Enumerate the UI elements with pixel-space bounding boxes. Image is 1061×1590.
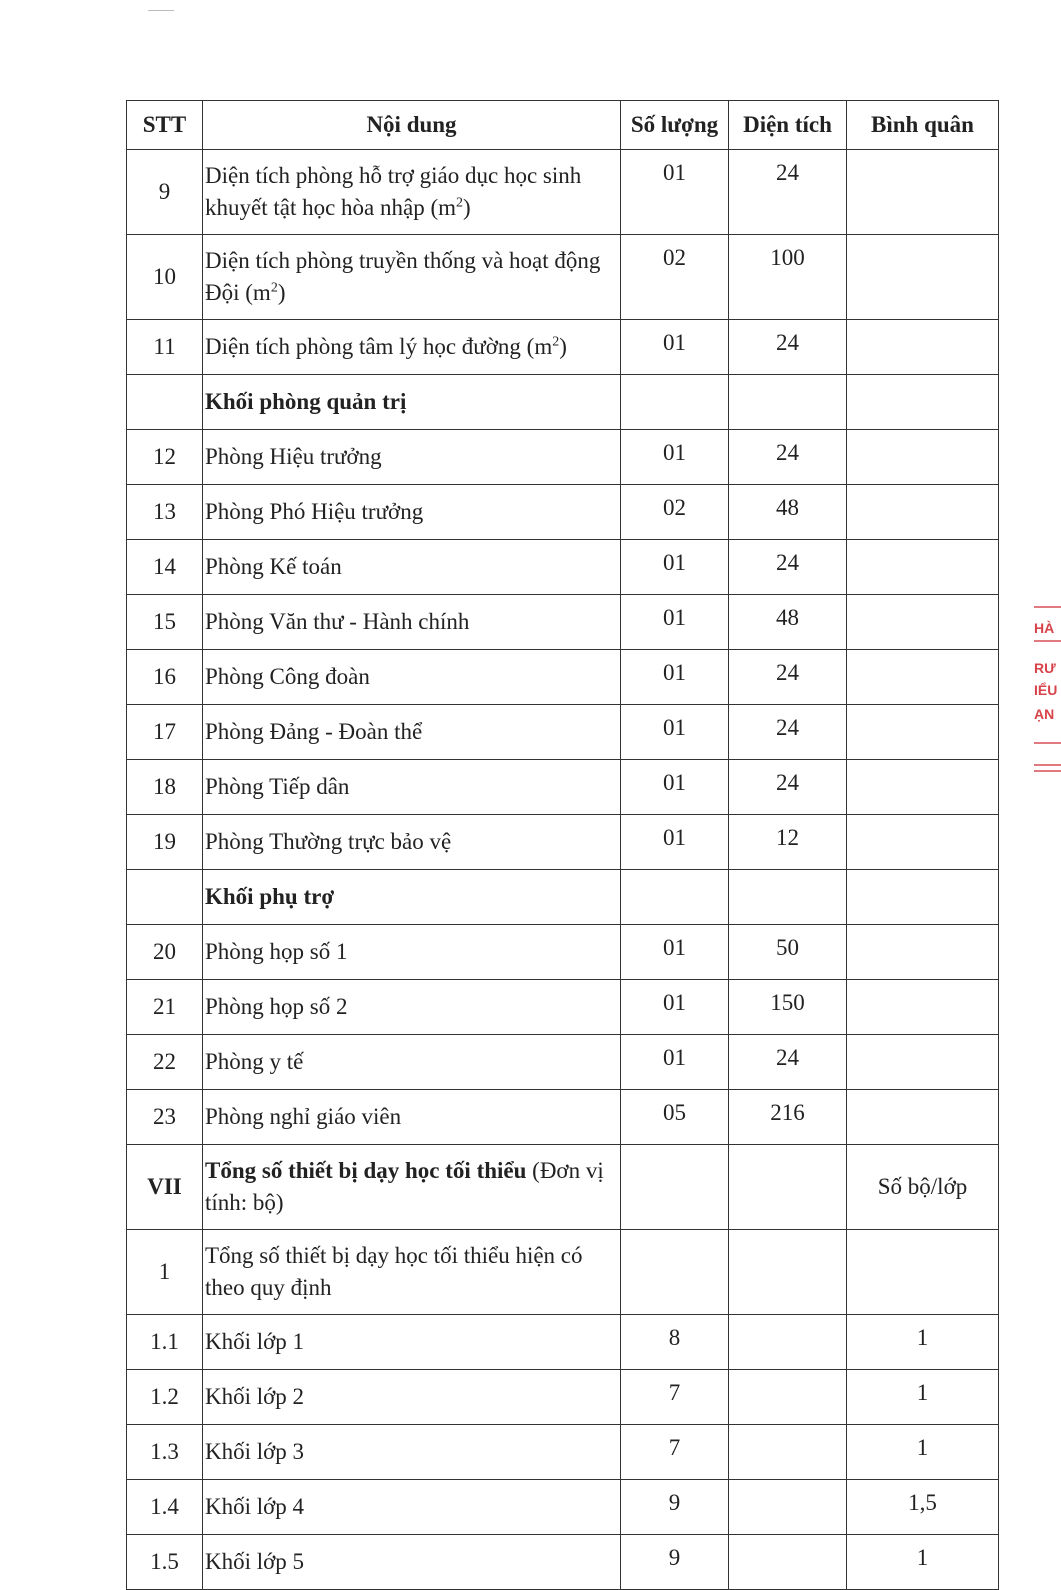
quantity-cell: 01 [621,760,729,815]
content-cell: Phòng Kế toán [203,540,621,595]
header-stt: STT [127,101,203,150]
average-cell [847,870,999,925]
quantity-cell [621,375,729,430]
stt-cell: 11 [127,320,203,375]
quantity-cell [621,1145,729,1230]
facility-table [126,100,999,1590]
quantity-cell: 05 [621,1090,729,1145]
area-cell: 24 [729,650,847,705]
superscript: 2 [552,334,560,350]
area-cell [729,1315,847,1370]
stt-cell: 1 [127,1230,203,1315]
content-cell: Phòng y tế [203,1035,621,1090]
stt-cell: 16 [127,650,203,705]
content-cell: Khối lớp 4 [203,1480,621,1535]
quantity-cell: 8 [621,1315,729,1370]
quantity-cell: 01 [621,150,729,235]
area-cell [729,1145,847,1230]
quantity-cell: 01 [621,595,729,650]
stamp-line [1034,770,1061,772]
area-cell: 12 [729,815,847,870]
content-cell [203,235,621,320]
average-cell [847,235,999,320]
quantity-cell: 01 [621,980,729,1035]
table-row [127,980,999,1035]
table-row [127,540,999,595]
average-cell [847,650,999,705]
average-cell [847,1090,999,1145]
quantity-cell: 02 [621,485,729,540]
average-cell [847,1230,999,1315]
stt-cell: 20 [127,925,203,980]
area-cell [729,1425,847,1480]
area-cell: 24 [729,430,847,485]
stamp-line [1034,742,1061,744]
average-cell [847,150,999,235]
content-cell: Phòng Phó Hiệu trưởng [203,485,621,540]
table-row [127,1480,999,1535]
quantity-cell [621,870,729,925]
area-cell: 24 [729,320,847,375]
quantity-cell: 01 [621,430,729,485]
average-cell [847,705,999,760]
content-cell [203,150,621,235]
header-row [127,101,999,150]
quantity-cell: 01 [621,705,729,760]
table-row [127,1035,999,1090]
area-cell: 24 [729,540,847,595]
stt-cell: 1.5 [127,1535,203,1590]
table-row [127,705,999,760]
average-cell [847,430,999,485]
content-cell: Khối lớp 5 [203,1535,621,1590]
area-cell: 150 [729,980,847,1035]
stt-cell: 18 [127,760,203,815]
stt-cell: 15 [127,595,203,650]
average-cell: 1 [847,1315,999,1370]
area-cell [729,1480,847,1535]
quantity-cell [621,1230,729,1315]
table-row [127,235,999,320]
superscript: 2 [456,195,464,211]
quantity-cell: 01 [621,925,729,980]
stamp-line [1034,606,1061,608]
table-row [127,1535,999,1590]
quantity-cell: 7 [621,1425,729,1480]
stt-cell: 23 [127,1090,203,1145]
average-cell [847,980,999,1035]
area-cell: 24 [729,705,847,760]
stt-cell [127,870,203,925]
area-cell [729,375,847,430]
quantity-cell: 7 [621,1370,729,1425]
average-cell [847,595,999,650]
table-row [127,1370,999,1425]
stt-cell: 1.4 [127,1480,203,1535]
quantity-cell: 01 [621,815,729,870]
stamp-text: IỂU [1034,682,1058,698]
stamp-text: RƯ [1034,660,1056,676]
area-cell [729,1230,847,1315]
table-row [127,1230,999,1315]
content-cell: Phòng Văn thư - Hành chính [203,595,621,650]
table-row [127,815,999,870]
area-cell: 48 [729,595,847,650]
table-row [127,150,999,235]
stt-cell [127,375,203,430]
section-row [127,870,999,925]
content-cell: Phòng họp số 2 [203,980,621,1035]
stt-cell: 17 [127,705,203,760]
content-text: Diện tích phòng tâm lý học đường (m [205,334,553,359]
average-cell [847,375,999,430]
content-text: (Đơn vị tính: bộ) [205,1158,604,1215]
content-cell: Phòng Tiếp dân [203,760,621,815]
content-cell: Phòng Hiệu trưởng [203,430,621,485]
content-cell: Tổng số thiết bị dạy học tối thiểu hiện có theo quy định [203,1230,621,1315]
average-cell: 1 [847,1535,999,1590]
quantity-cell: 01 [621,1035,729,1090]
scan-mark [148,10,174,11]
header-average: Bình quân [847,101,999,150]
stt-cell: 1.3 [127,1425,203,1480]
section-title: Khối phòng quản trị [203,375,621,430]
average-cell [847,540,999,595]
quantity-cell: 9 [621,1535,729,1590]
stt-cell: 19 [127,815,203,870]
content-cell: Khối lớp 2 [203,1370,621,1425]
table-row [127,320,999,375]
table-row [127,760,999,815]
section-title: Khối phụ trợ [203,870,621,925]
stt-cell: 1.2 [127,1370,203,1425]
average-cell: 1 [847,1425,999,1480]
content-cell: Khối lớp 1 [203,1315,621,1370]
average-cell [847,485,999,540]
section-row [127,1145,999,1230]
quantity-cell: 9 [621,1480,729,1535]
stamp-line [1034,640,1061,642]
content-cell: Phòng Đảng - Đoàn thể [203,705,621,760]
table-row [127,1315,999,1370]
area-cell: 24 [729,150,847,235]
area-cell: 48 [729,485,847,540]
average-cell: 1 [847,1370,999,1425]
area-cell: 216 [729,1090,847,1145]
content-text: Diện tích phòng hỗ trợ giáo dục học sinh khuyết tật học hòa nhập (m [205,163,582,220]
table-row [127,1090,999,1145]
header-area: Diện tích [729,101,847,150]
content-cell: Phòng họp số 1 [203,925,621,980]
average-cell: 1,5 [847,1480,999,1535]
content-suffix: ) [463,195,471,220]
table-row [127,1425,999,1480]
header-quantity: Số lượng [621,101,729,150]
average-cell [847,320,999,375]
area-cell: 100 [729,235,847,320]
quantity-cell: 01 [621,650,729,705]
area-cell: 24 [729,760,847,815]
average-cell: Số bộ/lớp [847,1145,999,1230]
superscript: 2 [270,280,278,296]
quantity-cell: 02 [621,235,729,320]
content-text: Diện tích phòng truyền thống và hoạt động Đội (m [205,248,601,305]
area-cell: 24 [729,1035,847,1090]
stt-cell: 13 [127,485,203,540]
header-content: Nội dung [203,101,621,150]
stt-cell: 21 [127,980,203,1035]
stt-cell: 12 [127,430,203,485]
average-cell [847,760,999,815]
section-title: Tổng số thiết bị dạy học tối thiểu [205,1158,527,1183]
content-cell: Khối lớp 3 [203,1425,621,1480]
content-cell: Phòng Thường trực bảo vệ [203,815,621,870]
content-cell [203,1145,621,1230]
content-suffix: ) [559,334,567,359]
average-cell [847,815,999,870]
area-cell: 50 [729,925,847,980]
content-cell: Phòng nghỉ giáo viên [203,1090,621,1145]
stamp-text: ẠN [1034,706,1055,722]
stt-cell: 1.1 [127,1315,203,1370]
table-row [127,485,999,540]
content-cell: Phòng Công đoàn [203,650,621,705]
table-row [127,925,999,980]
section-row [127,375,999,430]
stt-cell: 10 [127,235,203,320]
table-row [127,430,999,485]
average-cell [847,925,999,980]
table-row [127,595,999,650]
area-cell [729,1535,847,1590]
content-suffix: ) [277,280,286,305]
stamp-text: HÀ [1034,620,1055,636]
quantity-cell: 01 [621,540,729,595]
stt-cell: VII [127,1145,203,1230]
average-cell [847,1035,999,1090]
stt-cell: 14 [127,540,203,595]
stamp-line [1034,764,1061,766]
content-cell [203,320,621,375]
table-row [127,650,999,705]
stt-cell: 22 [127,1035,203,1090]
stt-cell: 9 [127,150,203,235]
red-stamp-edge [1030,600,1061,800]
area-cell [729,1370,847,1425]
area-cell [729,870,847,925]
quantity-cell: 01 [621,320,729,375]
